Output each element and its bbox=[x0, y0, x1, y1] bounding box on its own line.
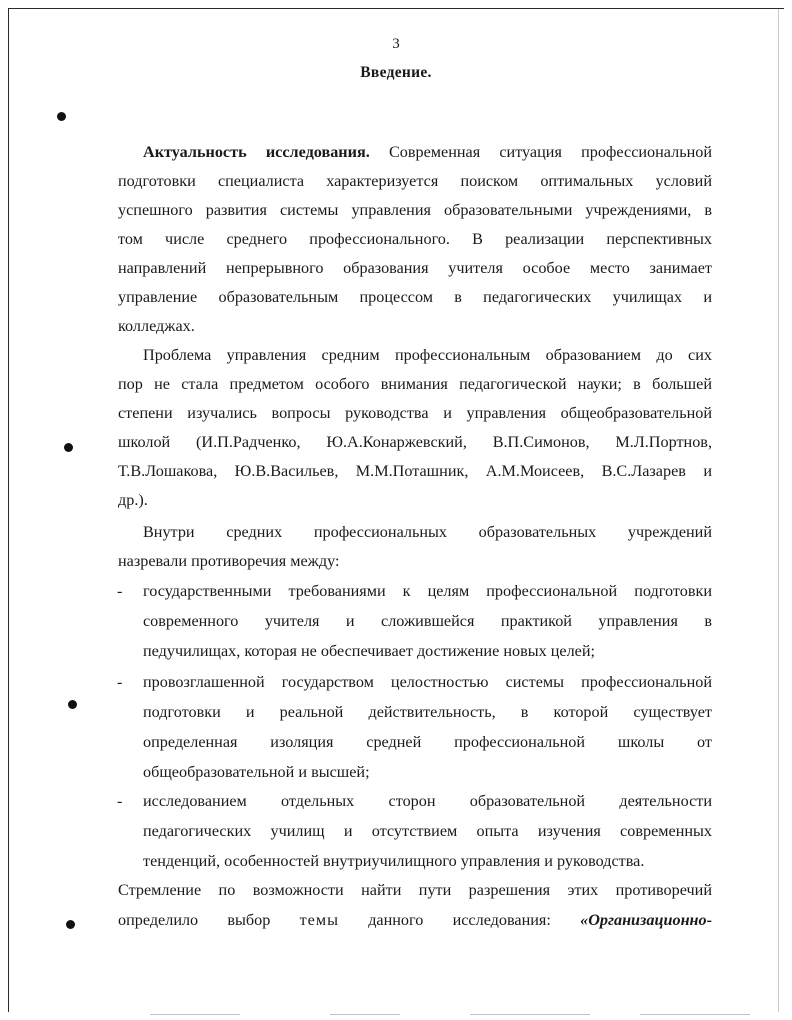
bullet-line: подготовки и реальной действительность, в которой существует bbox=[143, 703, 712, 721]
bullet-line: общеобразовательной и высшей; bbox=[143, 763, 370, 781]
paragraph-line: управление образовательным процессом в педагогических училищах и bbox=[118, 288, 712, 306]
paragraph-line: направлений непрерывного образования учителя особое место занимает bbox=[118, 259, 712, 277]
bullet-line: провозглашенной государством целостностью системы профессиональной bbox=[143, 673, 712, 691]
scan-bottom-mark bbox=[470, 1014, 590, 1015]
bullet-line: современного учителя и сложившейся практикой управления в bbox=[143, 612, 712, 630]
paragraph-line: Стремление по возможности найти пути разрешения этих противоречий bbox=[118, 881, 712, 899]
paragraph-line: определило выбор темы данного исследования: «Организационно- bbox=[118, 911, 713, 929]
paragraph-line: Внутри средних профессиональных образовательных учреждений bbox=[143, 523, 712, 541]
paragraph-line: назревали противоречия между: bbox=[118, 552, 340, 570]
paragraph-line: колледжах. bbox=[118, 317, 195, 335]
punch-hole-mark bbox=[64, 443, 73, 452]
page-number: 3 bbox=[392, 36, 400, 52]
scan-edge-top bbox=[8, 8, 784, 9]
paragraph-line: пор не стала предметом особого внимания педагогической науки; в большей bbox=[118, 375, 712, 393]
scan-edge-left bbox=[8, 8, 9, 1012]
scan-edge-right bbox=[778, 8, 779, 1012]
punch-hole-mark bbox=[66, 920, 75, 929]
punch-hole-mark bbox=[57, 112, 66, 121]
theme-word: темы bbox=[299, 911, 339, 929]
scan-bottom-mark bbox=[150, 1014, 240, 1015]
scan-bottom-mark bbox=[330, 1014, 400, 1015]
research-title-start: «Организационно- bbox=[580, 911, 713, 929]
paragraph-line: том числе среднего профессионального. В реализации перспективных bbox=[118, 230, 712, 248]
paragraph-line: др.). bbox=[118, 491, 148, 509]
paragraph-line: Т.В.Лошакова, Ю.В.Васильев, М.М.Поташник, А.М.Моисеев, В.С.Лазарев и bbox=[118, 462, 712, 480]
paragraph-line: Актуальность исследования. Современная ситуация профессиональной bbox=[143, 143, 713, 161]
paragraph-line: степени изучались вопросы руководства и управления общеобразовательной bbox=[118, 404, 712, 422]
bullet-line: педучилищах, которая не обеспечивает достижение новых целей; bbox=[143, 642, 595, 660]
punch-hole-mark bbox=[68, 700, 77, 709]
paragraph-line: Проблема управления средним профессиональным образованием до сих bbox=[143, 346, 712, 364]
bullet-line: тенденций, особенностей внутриучилищного управления и руководства. bbox=[143, 852, 645, 870]
paragraph-line: успешного развития системы управления образовательными учреждениями, в bbox=[118, 201, 712, 219]
paragraph-line: подготовки специалиста характеризуется поиском оптимальных условий bbox=[118, 172, 712, 190]
bullet-line: государственными требованиями к целям профессиональной подготовки bbox=[143, 582, 712, 600]
bullet-marker: - bbox=[117, 792, 123, 810]
page-title: Введение. bbox=[360, 64, 432, 81]
bullet-line: определенная изоляция средней профессиональной школы от bbox=[143, 733, 712, 751]
bullet-marker: - bbox=[117, 582, 123, 600]
bullet-marker: - bbox=[117, 673, 123, 691]
bullet-line: исследованием отдельных сторон образовательной деятельности bbox=[143, 792, 712, 810]
bullet-line: педагогических училищ и отсутствием опыта изучения современных bbox=[143, 822, 712, 840]
lead-term: Актуальность исследования. bbox=[143, 143, 370, 161]
scan-bottom-mark bbox=[640, 1014, 750, 1015]
paragraph-line: школой (И.П.Радченко, Ю.А.Конаржевский, В.П.Симонов, М.Л.Портнов, bbox=[118, 433, 712, 451]
